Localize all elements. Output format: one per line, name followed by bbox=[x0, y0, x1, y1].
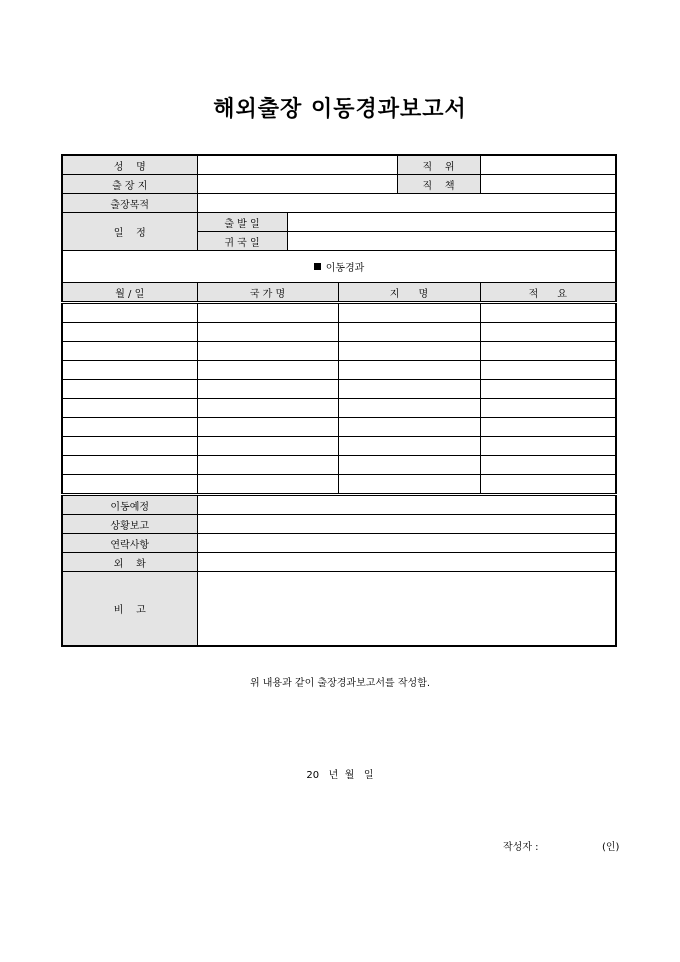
departure-label: 출 발 일 bbox=[197, 213, 287, 232]
movement-row bbox=[62, 303, 616, 323]
return-field[interactable] bbox=[287, 232, 616, 251]
movement-place-cell[interactable] bbox=[338, 399, 480, 418]
movement-date-cell[interactable] bbox=[62, 380, 197, 399]
movement-date-cell[interactable] bbox=[62, 437, 197, 456]
declaration-text: 위 내용과 같이 출장경과보고서를 작성함. bbox=[249, 678, 431, 689]
movement-row bbox=[62, 380, 616, 399]
remarks-label: 비 고 bbox=[62, 572, 197, 647]
movement-country-cell[interactable] bbox=[197, 399, 338, 418]
position-label: 직 위 bbox=[397, 155, 480, 175]
movement-place-cell[interactable] bbox=[338, 475, 480, 495]
header-country: 국 가 명 bbox=[197, 283, 338, 303]
movement-date-cell[interactable] bbox=[62, 456, 197, 475]
departure-row bbox=[62, 213, 616, 232]
movement-country-cell[interactable] bbox=[197, 323, 338, 342]
movement-summary-cell[interactable] bbox=[480, 342, 616, 361]
movement-summary-cell[interactable] bbox=[480, 399, 616, 418]
movement-header-row bbox=[62, 283, 616, 303]
currency-row bbox=[62, 553, 616, 572]
header-summary: 적 요 bbox=[480, 283, 616, 303]
destination-label: 출 장 지 bbox=[62, 175, 197, 194]
contact-row bbox=[62, 534, 616, 553]
header-date: 월 / 일 bbox=[62, 283, 197, 303]
movement-country-cell[interactable] bbox=[197, 380, 338, 399]
movement-place-cell[interactable] bbox=[338, 418, 480, 437]
movement-place-cell[interactable] bbox=[338, 456, 480, 475]
movement-row bbox=[62, 342, 616, 361]
destination-row bbox=[62, 175, 616, 194]
movement-place-cell[interactable] bbox=[338, 380, 480, 399]
remarks-field[interactable] bbox=[197, 572, 616, 647]
movement-place-cell[interactable] bbox=[338, 323, 480, 342]
movement-date-cell[interactable] bbox=[62, 418, 197, 437]
section-title-text: 이동경과 bbox=[325, 263, 365, 274]
movement-row bbox=[62, 456, 616, 475]
status-field[interactable] bbox=[197, 515, 616, 534]
movement-place-cell[interactable] bbox=[338, 303, 480, 323]
movement-summary-cell[interactable] bbox=[480, 475, 616, 495]
movement-place-cell[interactable] bbox=[338, 437, 480, 456]
departure-field[interactable] bbox=[287, 213, 616, 232]
movement-country-cell[interactable] bbox=[197, 456, 338, 475]
remarks-row bbox=[62, 572, 616, 647]
date-line: 20 년 월 일 bbox=[306, 770, 374, 781]
movement-country-cell[interactable] bbox=[197, 437, 338, 456]
section-row bbox=[62, 251, 616, 283]
movement-country-cell[interactable] bbox=[197, 418, 338, 437]
writer-label: 작성자 : bbox=[503, 842, 539, 853]
return-label: 귀 국 일 bbox=[197, 232, 287, 251]
currency-label: 외 화 bbox=[62, 553, 197, 572]
position-field[interactable] bbox=[480, 155, 616, 175]
movement-country-cell[interactable] bbox=[197, 303, 338, 323]
duty-label: 직 책 bbox=[397, 175, 480, 194]
name-field[interactable] bbox=[197, 155, 397, 175]
status-row bbox=[62, 515, 616, 534]
schedule-label: 일 정 bbox=[62, 213, 197, 251]
movement-row bbox=[62, 399, 616, 418]
status-label: 상황보고 bbox=[62, 515, 197, 534]
movement-summary-cell[interactable] bbox=[480, 380, 616, 399]
duty-field[interactable] bbox=[480, 175, 616, 194]
header-place: 지 명 bbox=[338, 283, 480, 303]
movement-date-cell[interactable] bbox=[62, 303, 197, 323]
movement-row bbox=[62, 437, 616, 456]
movement-date-cell[interactable] bbox=[62, 475, 197, 495]
movement-row bbox=[62, 475, 616, 495]
movement-summary-cell[interactable] bbox=[480, 456, 616, 475]
movement-rows bbox=[62, 303, 616, 495]
section-title bbox=[62, 251, 616, 283]
square-bullet-icon bbox=[314, 263, 321, 270]
report-form bbox=[61, 154, 617, 647]
plan-field[interactable] bbox=[197, 495, 616, 515]
movement-row bbox=[62, 361, 616, 380]
plan-row bbox=[62, 495, 616, 515]
movement-date-cell[interactable] bbox=[62, 323, 197, 342]
movement-country-cell[interactable] bbox=[197, 342, 338, 361]
plan-label: 이동예정 bbox=[62, 495, 197, 515]
currency-field[interactable] bbox=[197, 553, 616, 572]
contact-field[interactable] bbox=[197, 534, 616, 553]
movement-date-cell[interactable] bbox=[62, 361, 197, 380]
movement-summary-cell[interactable] bbox=[480, 323, 616, 342]
movement-date-cell[interactable] bbox=[62, 342, 197, 361]
movement-place-cell[interactable] bbox=[338, 342, 480, 361]
movement-summary-cell[interactable] bbox=[480, 361, 616, 380]
movement-date-cell[interactable] bbox=[62, 399, 197, 418]
contact-label: 연락사항 bbox=[62, 534, 197, 553]
purpose-row bbox=[62, 194, 616, 213]
movement-summary-cell[interactable] bbox=[480, 418, 616, 437]
page-title: 해외출장 이동경과보고서 bbox=[213, 97, 467, 122]
movement-country-cell[interactable] bbox=[197, 475, 338, 495]
seal-label: (인) bbox=[602, 842, 620, 853]
movement-place-cell[interactable] bbox=[338, 361, 480, 380]
movement-row bbox=[62, 418, 616, 437]
name-label: 성 명 bbox=[62, 155, 197, 175]
purpose-field[interactable] bbox=[197, 194, 616, 213]
movement-summary-cell[interactable] bbox=[480, 437, 616, 456]
name-row bbox=[62, 155, 616, 175]
movement-row bbox=[62, 323, 616, 342]
purpose-label: 출장목적 bbox=[62, 194, 197, 213]
destination-field[interactable] bbox=[197, 175, 397, 194]
movement-country-cell[interactable] bbox=[197, 361, 338, 380]
movement-summary-cell[interactable] bbox=[480, 303, 616, 323]
